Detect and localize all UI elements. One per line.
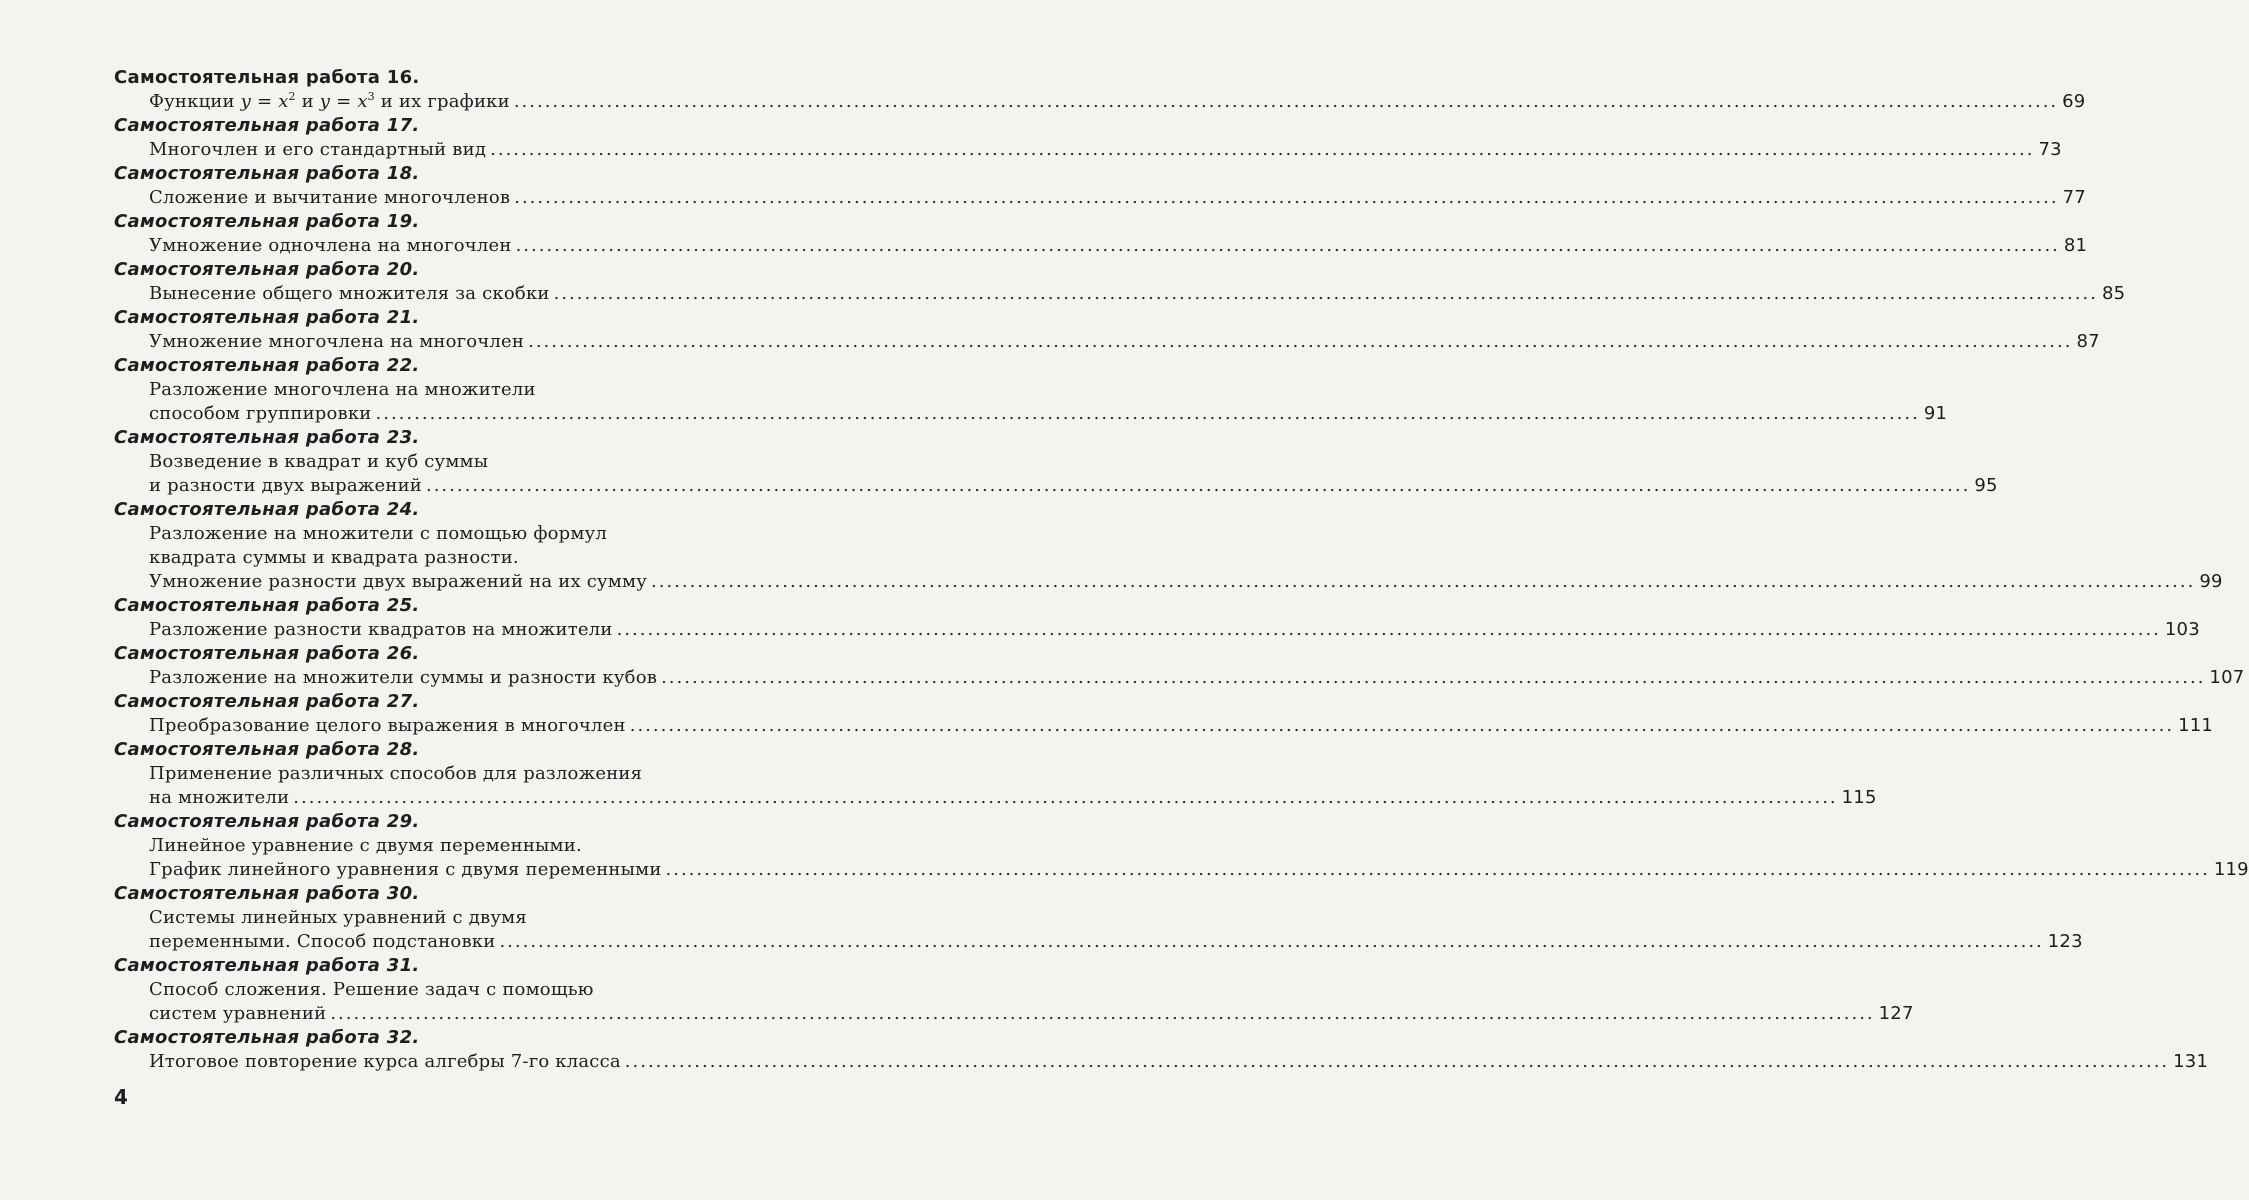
toc-entry-text: систем уравнений <box>149 1003 327 1024</box>
toc-entry[interactable] <box>149 570 2223 594</box>
toc-section-title: Самостоятельная работа 24. <box>114 499 420 520</box>
toc-entry-text: График линейного уравнения с двумя переменными <box>149 859 662 880</box>
toc-entry[interactable] <box>149 330 2100 354</box>
toc-entry[interactable] <box>149 138 2062 162</box>
toc-section-title: Самостоятельная работа 22. <box>114 355 420 376</box>
toc-entry[interactable] <box>149 282 2126 306</box>
formula-part: = <box>330 91 358 112</box>
toc-page-number: 131 <box>2173 1051 2209 1072</box>
formula-part: y <box>319 91 331 112</box>
toc-entry-line: Линейное уравнение с двумя переменными. <box>149 835 582 856</box>
dot-leader: ........................................................................................................................................................................................................ <box>629 715 2175 736</box>
formula-part: 2 <box>288 90 296 103</box>
toc-section <box>114 258 2126 306</box>
formula-part: и их графики <box>374 91 510 112</box>
toc-section-title: Самостоятельная работа 25. <box>114 595 420 616</box>
toc-entry[interactable] <box>149 402 1948 426</box>
toc-section <box>114 810 2249 882</box>
toc-section-title: Самостоятельная работа 16. <box>114 67 420 88</box>
toc-section <box>114 954 1914 1026</box>
toc-section <box>114 426 1998 498</box>
formula-part: 3 <box>367 90 375 103</box>
toc-section-title: Самостоятельная работа 18. <box>114 163 420 184</box>
toc-entry-line: Применение различных способов для разложения <box>149 763 643 784</box>
toc-page-number: 111 <box>2178 715 2214 736</box>
toc-section-title: Самостоятельная работа 17. <box>114 115 420 136</box>
toc-entry-text: Вынесение общего множителя за скобки <box>149 283 550 304</box>
toc-entry-line: Системы линейных уравнений с двумя <box>149 907 527 928</box>
dot-leader: ........................................................................................................................................................................................................ <box>651 571 2196 592</box>
toc-page-number: 115 <box>1841 787 1877 808</box>
page-number: 4 <box>114 1085 128 1109</box>
toc-section <box>114 498 2223 594</box>
toc-page-number: 107 <box>2209 667 2245 688</box>
toc-page-number: 99 <box>2199 571 2223 592</box>
toc-entry[interactable] <box>149 1050 2209 1074</box>
dot-leader: ........................................................................................................................................................................................................ <box>624 1051 2170 1072</box>
toc-entry[interactable] <box>149 474 1998 498</box>
toc-entry-text: Итоговое повторение курса алгебры 7-го класса <box>149 1051 621 1072</box>
toc-section <box>114 354 1948 426</box>
toc-section <box>114 594 2200 642</box>
toc-page-number: 69 <box>2062 91 2086 112</box>
formula-part: Функции <box>149 91 235 112</box>
toc-page-number: 127 <box>1878 1003 1914 1024</box>
dot-leader: ........................................................................................................................................................................................................ <box>528 331 2073 352</box>
toc-entry-text: Умножение многочлена на многочлен <box>149 331 525 352</box>
toc-entry[interactable] <box>149 930 2083 954</box>
toc-section <box>114 66 2086 114</box>
toc-entry-text: переменными. Способ подстановки <box>149 931 496 952</box>
dot-leader: ........................................................................................................................................................................................................ <box>293 787 1838 808</box>
toc-entry[interactable] <box>149 618 2200 642</box>
toc-entry-text <box>149 90 510 114</box>
toc-section-title: Самостоятельная работа 31. <box>114 955 420 976</box>
toc-section <box>114 162 2086 210</box>
toc-entry-line: Разложение многочлена на множители <box>149 379 536 400</box>
toc-page-number: 85 <box>2101 283 2126 304</box>
toc-entry[interactable] <box>149 186 2086 210</box>
toc-page-number: 119 <box>2213 859 2249 880</box>
dot-leader: ........................................................................................................................................................................................................ <box>514 187 2059 208</box>
dot-leader: ........................................................................................................................................................................................................ <box>661 667 2206 688</box>
toc-section-title: Самостоятельная работа 30. <box>114 883 420 904</box>
toc-section-title: Самостоятельная работа 21. <box>114 307 420 328</box>
toc-page-number: 81 <box>2063 235 2088 256</box>
toc-page-number: 77 <box>2062 187 2086 208</box>
toc-section <box>114 210 2088 258</box>
toc-entry-text: Умножение разности двух выражений на их сумму <box>149 571 647 592</box>
table-of-contents <box>114 66 2249 1074</box>
formula-part: y <box>240 91 252 112</box>
toc-entry[interactable] <box>149 858 2249 882</box>
toc-entry-line: Разложение на множители с помощью формул <box>149 523 607 544</box>
toc-section <box>114 882 2083 954</box>
toc-section <box>114 738 1877 810</box>
toc-entry-text: Разложение на множители суммы и разности кубов <box>149 667 658 688</box>
toc-page-number: 123 <box>2047 931 2083 952</box>
formula-part: = <box>251 91 279 112</box>
formula-part: x <box>278 91 289 112</box>
toc-section <box>114 642 2245 690</box>
toc-section-title: Самостоятельная работа 29. <box>114 811 420 832</box>
toc-entry-line: Возведение в квадрат и куб суммы <box>149 451 489 472</box>
toc-section-title: Самостоятельная работа 32. <box>114 1027 420 1048</box>
toc-entry[interactable] <box>149 666 2245 690</box>
dot-leader: ........................................................................................................................................................................................................ <box>499 931 2044 952</box>
toc-section-title: Самостоятельная работа 19. <box>114 211 420 232</box>
toc-page-number: 95 <box>1974 475 1998 496</box>
dot-leader: ........................................................................................................................................................................................................ <box>665 859 2210 880</box>
toc-section-title: Самостоятельная работа 28. <box>114 739 420 760</box>
dot-leader: ........................................................................................................................................................................................................ <box>553 283 2098 304</box>
toc-entry-text: способом группировки <box>149 403 372 424</box>
toc-entry[interactable] <box>149 90 2086 114</box>
toc-section <box>114 690 2214 738</box>
dot-leader: ........................................................................................................................................................................................................ <box>375 403 1920 424</box>
toc-page-number: 73 <box>2038 139 2062 160</box>
toc-section-title: Самостоятельная работа 20. <box>114 259 420 280</box>
toc-entry-text: Сложение и вычитание многочленов <box>149 187 511 208</box>
toc-entry-text: Разложение разности квадратов на множители <box>149 619 613 640</box>
toc-section <box>114 114 2062 162</box>
toc-entry[interactable] <box>149 714 2214 738</box>
formula-part: и <box>295 91 320 112</box>
toc-entry-text: Многочлен и его стандартный вид <box>149 139 487 160</box>
toc-entry-line: Способ сложения. Решение задач с помощью <box>149 979 594 1000</box>
dot-leader: ........................................................................................................................................................................................................ <box>490 139 2035 160</box>
dot-leader: ........................................................................................................................................................................................................ <box>515 235 2060 256</box>
dot-leader: ........................................................................................................................................................................................................ <box>513 91 2059 112</box>
toc-entry-text: на множители <box>149 787 290 808</box>
dot-leader: ........................................................................................................................................................................................................ <box>330 1003 1875 1024</box>
toc-entry-text: Преобразование целого выражения в многочлен <box>149 715 626 736</box>
toc-page-number: 87 <box>2076 331 2100 352</box>
toc-entry-text: и разности двух выражений <box>149 475 422 496</box>
toc-page-number: 103 <box>2164 619 2200 640</box>
dot-leader: ........................................................................................................................................................................................................ <box>425 475 1971 496</box>
toc-entry[interactable] <box>149 786 1877 810</box>
toc-entry[interactable] <box>149 1002 1914 1026</box>
dot-leader: ........................................................................................................................................................................................................ <box>616 619 2161 640</box>
toc-section-title: Самостоятельная работа 23. <box>114 427 420 448</box>
toc-entry[interactable] <box>149 234 2088 258</box>
toc-entry-text: Умножение одночлена на многочлен <box>149 235 512 256</box>
toc-page-number: 91 <box>1923 403 1948 424</box>
toc-section-title: Самостоятельная работа 26. <box>114 643 420 664</box>
toc-section <box>114 1026 2209 1074</box>
toc-entry-line: квадрата суммы и квадрата разности. <box>149 547 519 568</box>
toc-section <box>114 306 2100 354</box>
toc-section-title: Самостоятельная работа 27. <box>114 691 420 712</box>
formula-part: x <box>357 91 368 112</box>
